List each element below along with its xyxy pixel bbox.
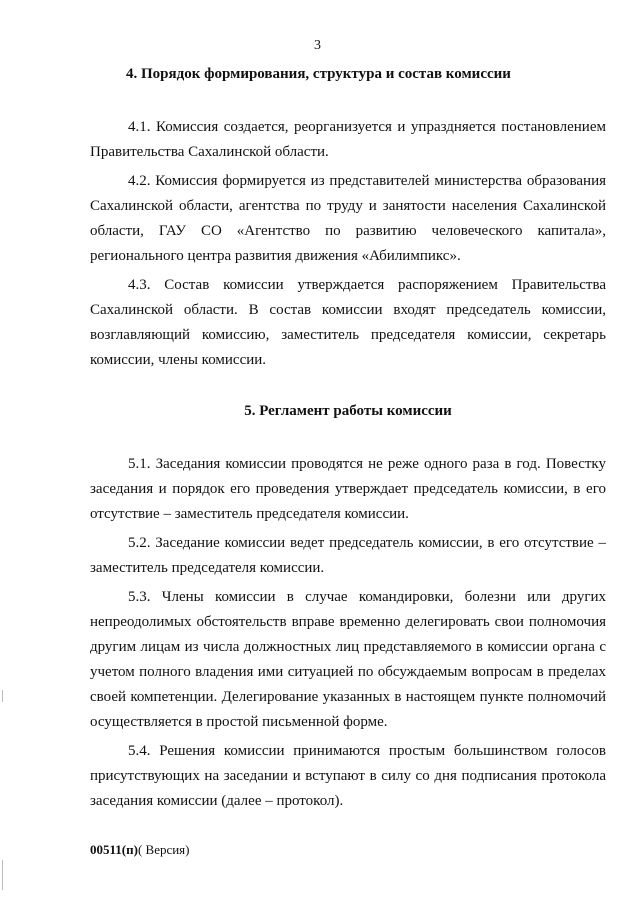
section-4-heading: 4. Порядок формирования, структура и состав комиссии	[126, 66, 511, 82]
document-footer	[90, 842, 190, 858]
document-code: 00511(п)	[90, 842, 138, 857]
paragraph-5-4: 5.4. Решения комиссии принимаются простым большинством голосов присутствующих на заседании и вступают в силу со дня подписания протокола заседания комиссии (далее – протокол).	[90, 743, 606, 809]
page-number: 3	[314, 38, 321, 53]
paragraph-4-2: 4.2. Комиссия формируется из представителей министерства образования Сахалинской области, агентства по труду и занятости населения Сахалинской области, ГАУ СО «Агентство по развитию человеческого капитала», регионального центра развития движения «Абилимпикс».	[90, 173, 606, 264]
paragraph-5-3: 5.3. Члены комиссии в случае командировки, болезни или других непреодолимых обстоятельств вправе временно делегировать свои полномочия другим лицам из числа должностных лиц представляемого в комиссии органа с учетом полного владения ими ситуацией по обсуждаемым вопросам в пределах своей компетенции. Делегирование указанных в настоящем пункте полномочий осуществляется в простой письменной форме.	[90, 589, 606, 730]
document-body	[90, 62, 606, 814]
scan-edge-mark	[2, 860, 3, 890]
paragraph-5-2: 5.2. Заседание комиссии ведет председатель комиссии, в его отсутствие – заместитель председателя комиссии.	[90, 535, 606, 576]
paragraph-4-3: 4.3. Состав комиссии утверждается распоряжением Правительства Сахалинской области. В состав комиссии входят председатель комиссии, возглавляющий комиссию, заместитель председателя комиссии, секретарь комиссии, члены комиссии.	[90, 277, 606, 368]
paragraph-5-1: 5.1. Заседания комиссии проводятся не реже одного раза в год. Повестку заседания и порядок его проведения утверждает председатель комиссии, в его отсутствие – заместитель председателя комиссии.	[90, 456, 606, 522]
scan-edge-mark	[2, 690, 3, 702]
paragraph-4-1: 4.1. Комиссия создается, реорганизуется и упраздняется постановлением Правительства Сахалинской области.	[90, 119, 606, 160]
document-version: ( Версия)	[137, 842, 190, 857]
section-5-heading: 5. Регламент работы комиссии	[244, 403, 452, 419]
